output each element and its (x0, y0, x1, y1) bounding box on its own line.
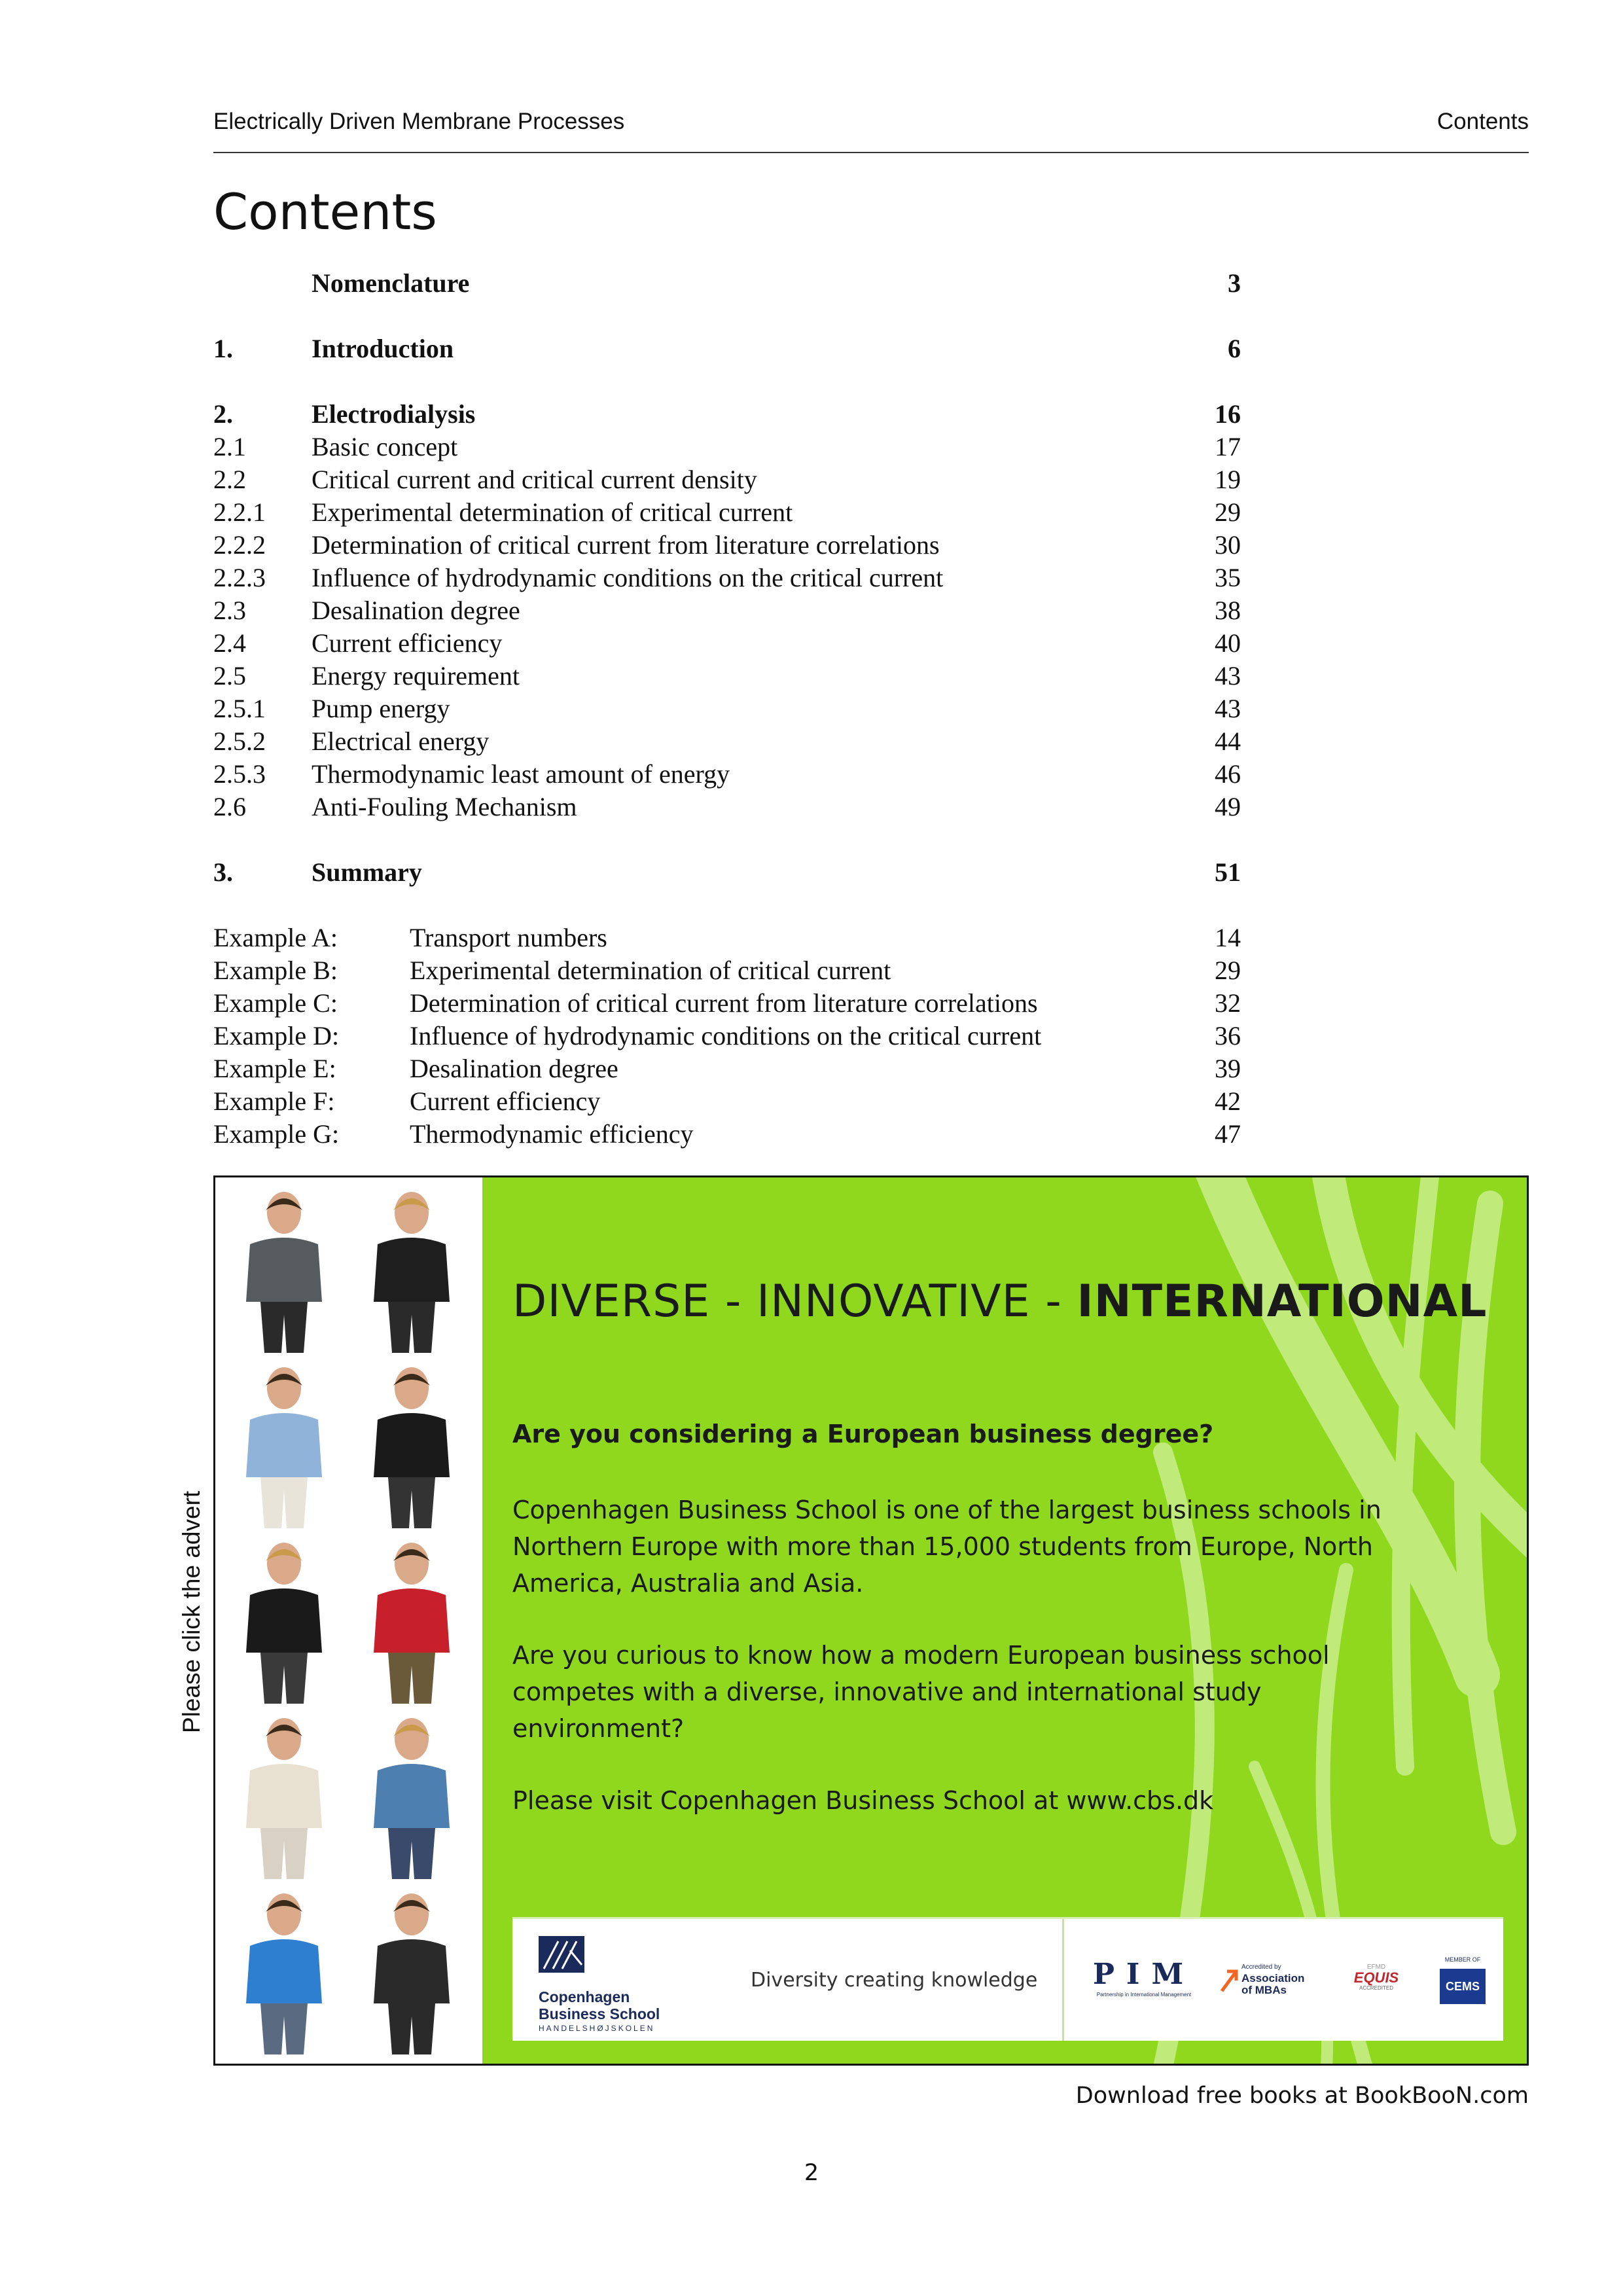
toc-number: 2.3 (213, 596, 246, 625)
cbs-logo-icon (539, 1936, 611, 1988)
toc-title: Critical current and critical current density (312, 465, 757, 494)
toc-page: 3 (1228, 268, 1241, 298)
toc-title: Energy requirement (312, 661, 520, 691)
toc-entry[interactable] (213, 594, 1241, 627)
click-advert-note: Please click the advert (178, 1490, 205, 1733)
cems-badge: MEMBER OF CEMS (1435, 1954, 1490, 2004)
toc-page: 35 (1215, 563, 1241, 592)
example-entry[interactable] (213, 1020, 1241, 1052)
toc-title: Electrical energy (312, 726, 490, 756)
toc-title: Influence of hydrodynamic conditions on the critical current (312, 563, 944, 592)
example-page: 39 (1215, 1054, 1241, 1083)
student-figure (374, 1893, 450, 2054)
logo-divider (1062, 1919, 1064, 2041)
download-link[interactable]: Download free books at BookBooN.com (1075, 2083, 1529, 2109)
toc-title: Summary (312, 857, 422, 887)
toc-number: 2.5.2 (213, 726, 266, 756)
toc-title: Current efficiency (312, 628, 503, 658)
example-page: 36 (1215, 1021, 1241, 1050)
student-figure (246, 1192, 322, 1353)
toc-entry[interactable] (213, 332, 1241, 365)
cems-icon: CEMS (1440, 1969, 1486, 2004)
toc-entry[interactable] (213, 529, 1241, 562)
equis-badge: EFMD EQUIS ACCREDITED (1353, 1964, 1399, 1991)
toc-entry[interactable] (213, 725, 1241, 758)
toc-page: 38 (1215, 596, 1241, 625)
student-figure (374, 1718, 450, 1879)
toc-number: 2.2.1 (213, 497, 266, 527)
toc-page: 19 (1215, 465, 1241, 494)
toc-page: 6 (1228, 334, 1241, 363)
student-figure (374, 1192, 450, 1353)
toc-number: 2. (213, 399, 233, 429)
example-entry[interactable] (213, 922, 1241, 954)
toc-title: Determination of critical current from literature correlations (312, 530, 940, 560)
advert-content (482, 1177, 1527, 2064)
table-of-contents (213, 267, 1241, 1151)
toc-entry[interactable] (213, 791, 1241, 823)
example-label: Example C: (213, 988, 338, 1018)
toc-entry[interactable] (213, 431, 1241, 463)
toc-title: Nomenclature (312, 268, 470, 298)
example-page: 29 (1215, 956, 1241, 985)
pim-badge: PIM Partnership in International Management (1088, 1958, 1200, 1999)
ad-headline (512, 1276, 1487, 1327)
toc-entry[interactable] (213, 856, 1241, 889)
students-illustration (215, 1177, 482, 2064)
advert-banner[interactable] (213, 1175, 1529, 2066)
toc-number: 3. (213, 857, 233, 887)
toc-number: 2.5.1 (213, 694, 266, 723)
amba-badge: Accredited by Association of MBAs (1219, 1962, 1317, 1996)
student-figure (246, 1893, 322, 2054)
example-entry[interactable] (213, 1052, 1241, 1085)
cbs-tagline: Diversity creating knowledge (751, 1969, 1038, 1992)
toc-entry[interactable] (213, 627, 1241, 660)
student-figure (246, 1367, 322, 1528)
example-title: Thermodynamic efficiency (410, 1119, 694, 1149)
ad-paragraph-2: Are you curious to know how a modern European business school competes with a diverse, innovative and international study environment? (512, 1641, 1330, 1743)
toc-page: 46 (1215, 759, 1241, 789)
toc-title: Pump energy (312, 694, 450, 723)
ad-question: Are you considering a European business degree? (512, 1420, 1214, 1448)
example-label: Example E: (213, 1054, 336, 1083)
example-label: Example G: (213, 1119, 340, 1149)
pim-icon: PIM (1092, 1958, 1196, 1991)
toc-number: 2.1 (213, 432, 246, 461)
toc-entry[interactable] (213, 562, 1241, 594)
toc-title: Thermodynamic least amount of energy (312, 759, 730, 789)
page-title: Contents (213, 183, 437, 241)
toc-page: 16 (1215, 399, 1241, 429)
cbs-subtitle: HANDELSHØJSKOLEN (539, 2024, 655, 2033)
student-figure (246, 1718, 322, 1879)
example-title: Desalination degree (410, 1054, 618, 1083)
toc-page: 30 (1215, 530, 1241, 560)
toc-entry[interactable] (213, 758, 1241, 791)
toc-entry[interactable] (213, 398, 1241, 431)
example-page: 32 (1215, 988, 1241, 1018)
toc-number: 2.2 (213, 465, 246, 494)
toc-page: 44 (1215, 726, 1241, 756)
section-name: Contents (1436, 109, 1529, 134)
toc-number: 2.6 (213, 792, 246, 821)
toc-number: 1. (213, 334, 233, 363)
example-label: Example F: (213, 1086, 335, 1116)
amba-arrow-icon (1219, 1967, 1239, 1994)
example-title: Current efficiency (410, 1086, 601, 1116)
examples-list (213, 922, 1241, 1151)
ad-logo-strip (512, 1917, 1503, 2041)
student-photos (215, 1177, 482, 2064)
toc-page: 43 (1215, 661, 1241, 691)
example-title: Transport numbers (410, 923, 607, 952)
cbs-name: Copenhagen Business School (539, 1988, 660, 2022)
example-page: 47 (1215, 1119, 1241, 1149)
toc-title: Introduction (312, 334, 454, 363)
student-figure (374, 1367, 450, 1528)
book-title: Electrically Driven Membrane Processes (213, 109, 625, 134)
toc-page: 51 (1215, 857, 1241, 887)
ad-paragraph-1: Copenhagen Business School is one of the largest business schools in Northern Europe with more than 15,000 students from Europe, North America, Australia and Asia. (512, 1496, 1382, 1598)
example-entry[interactable] (213, 954, 1241, 987)
toc-number: 2.4 (213, 628, 246, 658)
toc-page: 49 (1215, 792, 1241, 821)
ad-headline-bold: INTERNATIONAL (1077, 1276, 1488, 1327)
student-figure (374, 1543, 450, 1704)
toc-page: 17 (1215, 432, 1241, 461)
toc-entry[interactable] (213, 463, 1241, 496)
example-title: Determination of critical current from literature correlations (410, 988, 1038, 1018)
example-label: Example B: (213, 956, 338, 985)
toc-page: 40 (1215, 628, 1241, 658)
toc-page: 43 (1215, 694, 1241, 723)
toc-entry[interactable] (213, 660, 1241, 692)
example-label: Example D: (213, 1021, 340, 1050)
example-title: Experimental determination of critical current (410, 956, 891, 985)
running-header (213, 110, 1529, 153)
student-figure (246, 1543, 322, 1704)
example-entry[interactable] (213, 987, 1241, 1020)
toc-title: Electrodialysis (312, 399, 476, 429)
example-entry[interactable] (213, 1118, 1241, 1151)
toc-title: Experimental determination of critical current (312, 497, 793, 527)
toc-entry[interactable] (213, 692, 1241, 725)
toc-number: 2.5.3 (213, 759, 266, 789)
toc-title: Desalination degree (312, 596, 520, 625)
toc-number: 2.5 (213, 661, 246, 691)
ad-paragraph-3: Please visit Copenhagen Business School at www.cbs.dk (512, 1786, 1214, 1815)
example-page: 14 (1215, 923, 1241, 952)
toc-number: 2.2.3 (213, 563, 266, 592)
toc-number: 2.2.2 (213, 530, 266, 560)
toc-title: Anti-Fouling Mechanism (312, 792, 577, 821)
example-title: Influence of hydrodynamic conditions on the critical current (410, 1021, 1042, 1050)
page-number: 2 (804, 2160, 819, 2186)
example-page: 42 (1215, 1086, 1241, 1116)
ad-headline-light: DIVERSE - INNOVATIVE - (512, 1276, 1077, 1327)
example-entry[interactable] (213, 1085, 1241, 1118)
toc-entry[interactable] (213, 267, 1241, 300)
toc-entry[interactable] (213, 496, 1241, 529)
example-label: Example A: (213, 923, 338, 952)
toc-title: Basic concept (312, 432, 458, 461)
toc-page: 29 (1215, 497, 1241, 527)
